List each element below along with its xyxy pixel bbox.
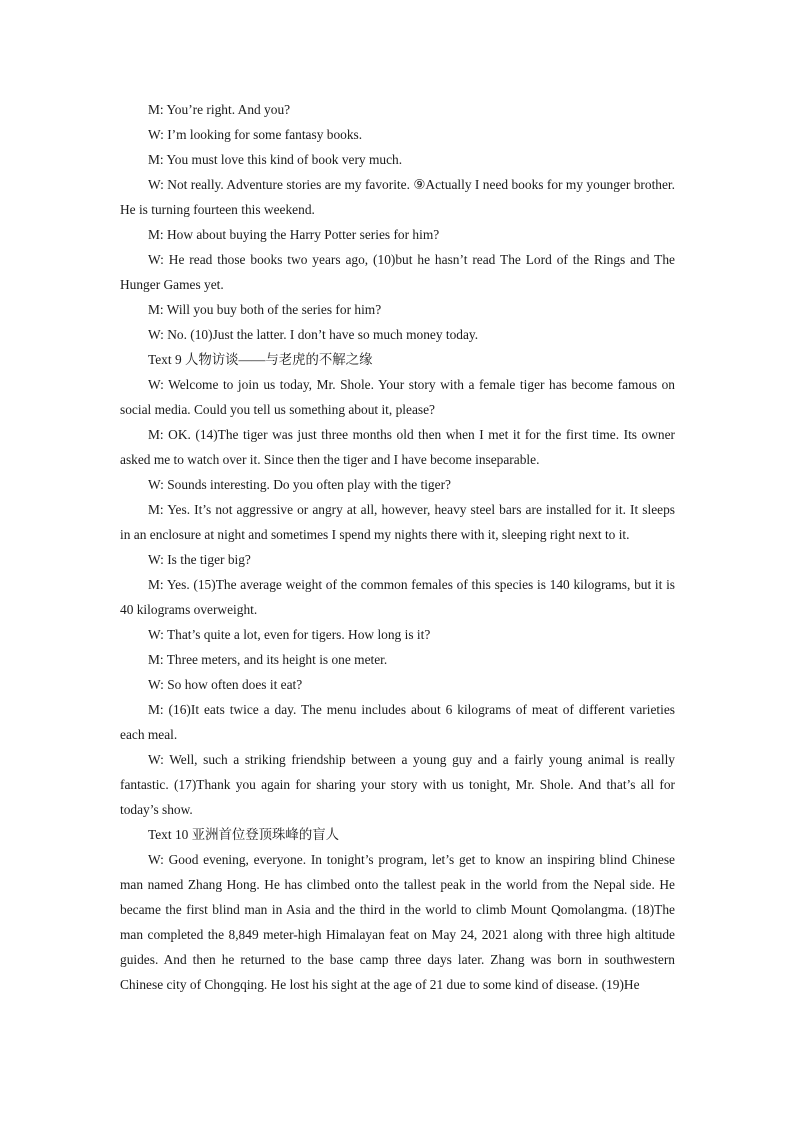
dialogue-line: W: Good evening, everyone. In tonight’s program, let’s get to know an inspiring blind Chinese man named Zhang Hong. He has climbed onto the tallest peak in the world from the Nepal side. He became the first blind man in Asia and the third in the world to climb Mount Qomolangma. (18)The man completed the 8,849 meter-high Himalayan feat on May 24, 2021 along with three high altitude guides. And then he returned to the base camp three days later. Zhang was born in southwestern Chinese city of Chongqing. He lost his sight at the age of 21 due to some kind of disease. (19)He bbox=[120, 852, 675, 992]
dialogue-line: W: Is the tiger big? bbox=[148, 552, 251, 567]
dialogue-line: M: How about buying the Harry Potter series for him? bbox=[148, 227, 440, 242]
section-heading: Text 10 亚洲首位登顶珠峰的盲人 bbox=[148, 827, 339, 842]
dialogue-line: W: Sounds interesting. Do you often play with the tiger? bbox=[148, 477, 451, 492]
dialogue-line: W: Not really. Adventure stories are my favorite. ⑨Actually I need books for my younger brother. He is turning fourteen this weekend. bbox=[120, 177, 675, 217]
dialogue-line: W: Well, such a striking friendship between a young guy and a fairly young animal is really fantastic. (17)Thank you again for sharing your story with us tonight, Mr. Shole. And that’s all for today’s show. bbox=[120, 752, 675, 817]
dialogue-line: M: You must love this kind of book very much. bbox=[148, 152, 403, 167]
dialogue-line: W: I’m looking for some fantasy books. bbox=[148, 127, 363, 142]
dialogue-line: M: Three meters, and its height is one meter. bbox=[148, 652, 388, 667]
dialogue-line: W: He read those books two years ago, (10)but he hasn’t read The Lord of the Rings and The Hunger Games yet. bbox=[120, 252, 675, 292]
dialogue-line: W: So how often does it eat? bbox=[148, 677, 303, 692]
dialogue-line: W: No. (10)Just the latter. I don’t have so much money today. bbox=[148, 327, 479, 342]
dialogue-line: M: Will you buy both of the series for him? bbox=[148, 302, 382, 317]
dialogue-line: W: That’s quite a lot, even for tigers. How long is it? bbox=[148, 627, 431, 642]
dialogue-line: M: You’re right. And you? bbox=[148, 102, 291, 117]
section-heading: Text 9 人物访谈——与老虎的不解之缘 bbox=[148, 352, 373, 367]
document-body bbox=[120, 97, 675, 997]
dialogue-line: M: Yes. It’s not aggressive or angry at all, however, heavy steel bars are installed for it. It sleeps in an enclosure at night and sometimes I spend my nights there with it, sleeping right next to it. bbox=[120, 502, 675, 542]
dialogue-line: M: OK. (14)The tiger was just three months old then when I met it for the first time. Its owner asked me to watch over it. Since then the tiger and I have become inseparable. bbox=[120, 427, 675, 467]
dialogue-line: W: Welcome to join us today, Mr. Shole. Your story with a female tiger has become famous on social media. Could you tell us something about it, please? bbox=[120, 377, 675, 417]
dialogue-line: M: Yes. (15)The average weight of the common females of this species is 140 kilograms, but it is 40 kilograms overweight. bbox=[120, 577, 675, 617]
dialogue-line: M: (16)It eats twice a day. The menu includes about 6 kilograms of meat of different varieties each meal. bbox=[120, 702, 675, 742]
